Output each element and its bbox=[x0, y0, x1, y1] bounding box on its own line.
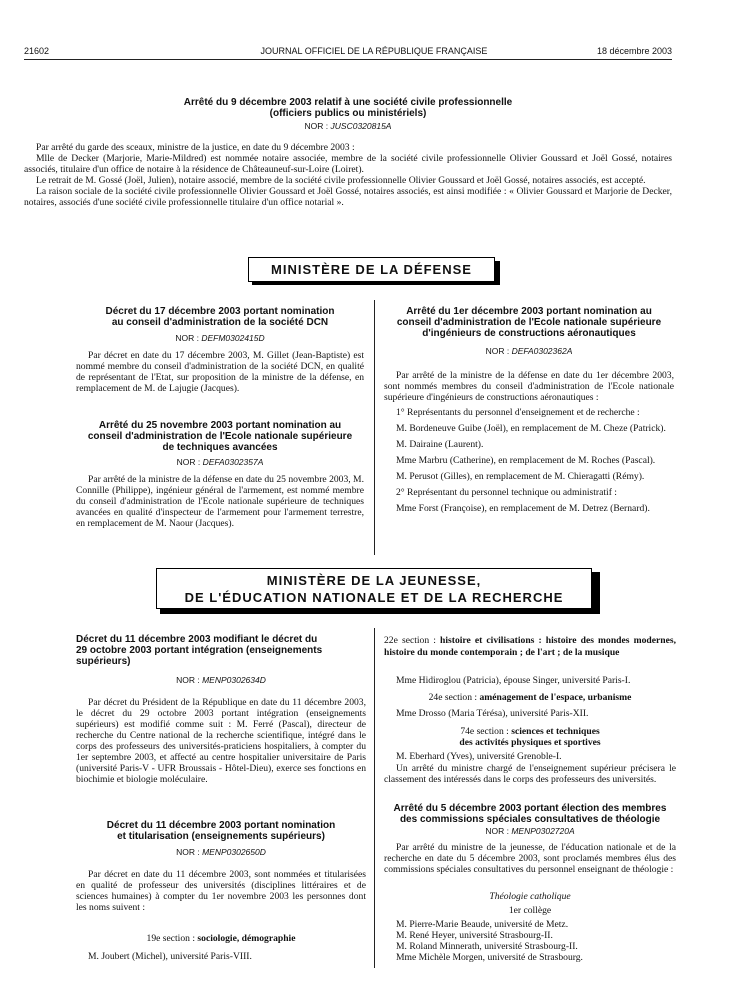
ensica-body bbox=[384, 370, 674, 514]
theologie-paragraph: Par arrêté du ministre de la jeunesse, de l'éducation nationale et de la recherche en date du 5 décembre 2003, sont proclamés membres élus des commissions spéciales consultatives du personnel enseignant de théologie : bbox=[384, 842, 676, 875]
section-name: histoire et civilisations : histoire des mondes modernes, histoire du monde contemporain ; de l'art ; de la musique bbox=[384, 635, 676, 658]
section-heading bbox=[76, 933, 366, 944]
section-heading bbox=[384, 692, 676, 703]
nor-code: MENP0302634D bbox=[202, 675, 266, 685]
ensica-title-line3: d'ingénieurs de constructions aéronautiques bbox=[422, 328, 636, 339]
members-list bbox=[384, 919, 676, 963]
ministry-youth-heading bbox=[156, 568, 592, 609]
page-number: 21602 bbox=[24, 46, 50, 56]
integration-title-line1: Décret du 11 décembre 2003 modifiant le décret du bbox=[76, 634, 318, 645]
section-number: 74e section : bbox=[460, 726, 509, 737]
issue-date: 18 décembre 2003 bbox=[596, 46, 672, 56]
section-name: sciences et techniques bbox=[511, 726, 600, 737]
list-item: 2° Représentant du personnel technique ou administratif : bbox=[396, 487, 617, 498]
paragraph: Le retrait de M. Gossé (Joël, Julien), notaire associé, membre de la société civile professionnelle Olivier Goussard et Joël Gossé, notaires associés, est accepté. bbox=[36, 175, 646, 186]
ministry-defense-heading: MINISTÈRE DE LA DÉFENSE bbox=[248, 257, 495, 282]
list-item: M. Dairaine (Laurent). bbox=[396, 439, 484, 450]
theologie-subtitle: Théologie catholique bbox=[489, 891, 571, 902]
journal-title: JOURNAL OFFICIEL DE LA RÉPUBLIQUE FRANÇAISE bbox=[260, 46, 488, 56]
paragraph: Mlle de Decker (Marjorie, Marie-Mildred) est nommée notaire associée, membre de la société civile professionnelle Olivier Goussard et Joël Gossé, notaires associés, titulaire d'un office de notaire à la résidence de Châteauneuf-sur-Loire (Loiret). bbox=[24, 153, 672, 175]
nor-line: NOR : MENP0302720A bbox=[485, 826, 575, 836]
titularisation-paragraph: Par décret en date du 11 décembre 2003, sont nommées et titularisées en qualité de professeur des universités (disciplines littéraires et de sciences humaines) à compter du 1er novembre 2003 les personnes dont les noms suivent : bbox=[76, 869, 366, 913]
nor-line: NOR : MENP0302634D bbox=[176, 675, 266, 685]
nor-line: NOR : DEFA0302362A bbox=[485, 346, 573, 356]
nor-line: NOR : DEFA0302357A bbox=[176, 457, 264, 467]
list-item: M. René Heyer, université Strasbourg-II. bbox=[396, 930, 553, 941]
nor-label: NOR : bbox=[304, 121, 329, 131]
nor-code: DEFA0302357A bbox=[202, 457, 264, 467]
ensica-title bbox=[384, 306, 674, 339]
college-label: 1er collège bbox=[508, 905, 552, 916]
appointee: Mme Drosso (Maria Térésa), université Paris-XII. bbox=[396, 708, 589, 719]
section-heading bbox=[384, 635, 676, 658]
integration-title bbox=[76, 634, 366, 667]
arrete-title-line2: (officiers publics ou ministériels) bbox=[269, 108, 427, 119]
titularisation-title-line2: et titularisation (enseignements supérieurs) bbox=[117, 831, 325, 842]
paragraph: La raison sociale de la société civile professionnelle Olivier Goussard et Joël Gossé, notaires associés, est ainsi modifiée : « Olivier Goussard et Marjorie de Decker, notaires, associés d'une société civile professionnelle titulaire d'un office notarial ». bbox=[24, 186, 672, 208]
list-item: Mme Michèle Morgen, université de Strasbourg. bbox=[396, 952, 583, 963]
ministry-youth-line2: DE L'ÉDUCATION NATIONALE ET DE LA RECHERCHE bbox=[184, 590, 564, 605]
nor-code: DEFM0302415D bbox=[201, 333, 265, 343]
list-item: M. Roland Minnerath, université Strasbourg-II. bbox=[396, 941, 578, 952]
theologie-title bbox=[384, 803, 676, 825]
arrete-body bbox=[24, 142, 672, 208]
nor-line: NOR : MENP0302650D bbox=[176, 847, 266, 857]
nor-code: JUSC0320815A bbox=[330, 121, 392, 131]
section-heading bbox=[384, 726, 676, 748]
ensica-paragraph: Par arrêté de la ministre de la défense en date du 1er décembre 2003, sont nommés membres du conseil d'administration de l'Ecole nationale supérieure d'ingénieurs de constructions aéronautiques : bbox=[384, 370, 674, 403]
ensica-title-line1: Arrêté du 1er décembre 2003 portant nomination au bbox=[406, 306, 652, 317]
arrete-title bbox=[24, 97, 672, 119]
list-item: M. Bordeneuve Guibe (Joël), en remplacement de M. Cheze (Patrick). bbox=[396, 423, 666, 434]
section-name: aménagement de l'espace, urbanisme bbox=[479, 692, 632, 703]
integration-title-line3: supérieurs) bbox=[76, 656, 131, 667]
nor-code: DEFA0302362A bbox=[511, 346, 573, 356]
theologie-title-line1: Arrêté du 5 décembre 2003 portant élection des membres bbox=[393, 803, 667, 814]
arrete-note: Un arrêté du ministre chargé de l'enseignement supérieur précisera le classement des intéressés dans le corps des professeurs des universités. bbox=[384, 763, 676, 785]
list-item: Mme Marbru (Catherine), en remplacement de M. Roches (Pascal). bbox=[396, 455, 656, 466]
section-number: 22e section : bbox=[384, 635, 436, 646]
paragraph: Par arrêté du garde des sceaux, ministre de la justice, en date du 9 décembre 2003 : bbox=[36, 142, 355, 153]
list-item: M. Perusot (Gilles), en remplacement de M. Chieragatti (Rémy). bbox=[396, 471, 645, 482]
ministry-youth-line1: MINISTÈRE DE LA JEUNESSE, bbox=[266, 573, 482, 588]
ensta-paragraph: Par arrêté de la ministre de la défense en date du 25 novembre 2003, M. Connille (Philippe), ingénieur général de l'armement, est nommé membre du conseil d'administration de l'Ecole nationale supérieure de techniques avancées en qualité d'inspecteur de l'armement pour l'armement terrestre, en remplacement de M. Naour (Jacques). bbox=[76, 474, 364, 529]
appointee: M. Eberhard (Yves), université Grenoble-I. bbox=[396, 751, 562, 762]
ensta-title bbox=[76, 420, 364, 453]
column-divider bbox=[374, 300, 375, 555]
column-divider bbox=[374, 628, 375, 968]
appointee: M. Joubert (Michel), université Paris-VIII. bbox=[88, 951, 252, 962]
integration-title-line2: 29 octobre 2003 portant intégration (enseignements bbox=[76, 645, 323, 656]
section-number: 24e section : bbox=[428, 692, 478, 703]
nor-code: MENP0302650D bbox=[202, 847, 266, 857]
nor-line bbox=[24, 121, 672, 131]
dcn-title-line1: Décret du 17 décembre 2003 portant nomination bbox=[105, 306, 335, 317]
titularisation-title-line1: Décret du 11 décembre 2003 portant nomination bbox=[106, 820, 336, 831]
dcn-title-line2: au conseil d'administration de la société DCN bbox=[111, 317, 329, 328]
header-rule bbox=[24, 59, 672, 60]
list-item: Mme Forst (Françoise), en remplacement de M. Detrez (Bernard). bbox=[396, 503, 650, 514]
titularisation-title bbox=[76, 820, 366, 842]
integration-paragraph: Par décret du Président de la République en date du 11 décembre 2003, le décret du 29 octobre 2003 portant intégration (enseignements supérieurs) est modifié comme suit : M. Ferré (Pascal), directeur de recherche du Centre national de la recherche scientifique, intégré dans le corps des professeurs des universités-praticiens hospitaliers, à compter du 1er septembre 2003, et affecté au centre hospitalier universitaire de Paris (université Paris-V - UFR Broussais - Hôtel-Dieu), exerce ses fonctions en biochimie et biologie moléculaire. bbox=[76, 697, 366, 785]
ensta-title-line3: de techniques avancées bbox=[162, 442, 278, 453]
list-item: M. Pierre-Marie Beaude, université de Metz. bbox=[396, 919, 569, 930]
nor-line: NOR : DEFM0302415D bbox=[175, 333, 265, 343]
section-number: 19e section : bbox=[146, 933, 196, 944]
arrete-title-line1: Arrêté du 9 décembre 2003 relatif à une société civile professionnelle bbox=[183, 97, 513, 108]
ensta-title-line2: conseil d'administration de l'Ecole nationale supérieure bbox=[87, 431, 353, 442]
dcn-title bbox=[76, 306, 364, 328]
section-name-line2: des activités physiques et sportives bbox=[459, 737, 601, 748]
nor-code: MENP0302720A bbox=[511, 826, 575, 836]
ensta-title-line1: Arrêté du 25 novembre 2003 portant nomination au bbox=[98, 420, 342, 431]
theologie-title-line2: des commissions spéciales consultatives de théologie bbox=[399, 814, 661, 825]
dcn-paragraph: Par décret en date du 17 décembre 2003, M. Gillet (Jean-Baptiste) est nommé membre du conseil d'administration de la société DCN, en qualité de représentant de l'Etat, sur proposition de la ministre de la défense, en remplacement de M. de Lajugie (Jacques). bbox=[76, 350, 364, 394]
list-item: 1° Représentants du personnel d'enseignement et de recherche : bbox=[396, 407, 640, 418]
ensica-title-line2: conseil d'administration de l'Ecole nationale supérieure bbox=[396, 317, 662, 328]
appointee: Mme Hidiroglou (Patricia), épouse Singer, université Paris-I. bbox=[396, 675, 631, 686]
section-name: sociologie, démographie bbox=[197, 933, 296, 944]
